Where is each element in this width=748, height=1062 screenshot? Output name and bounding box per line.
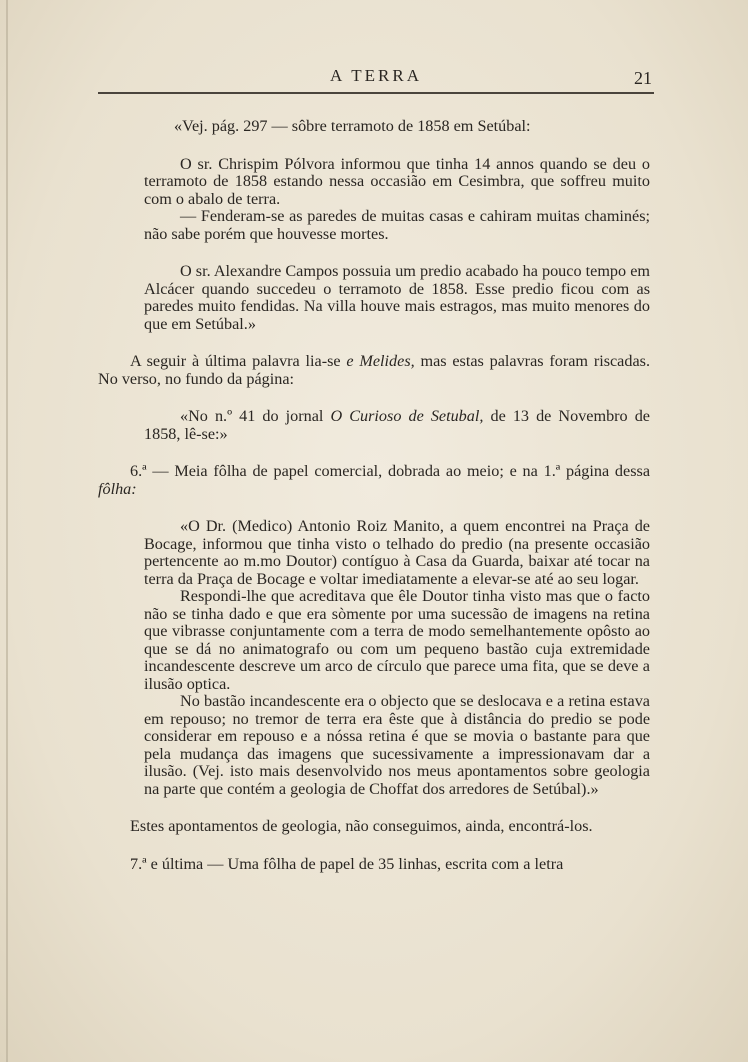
italic-text: fôlha: [98,479,137,498]
quote-paragraph: — Fenderam-se as paredes de muitas casas e cahiram muitas chaminés; não sabe porém que houvesse mortes. [144,207,650,243]
body-paragraph: Estes apontamentos de geologia, não conseguimos, ainda, encontrá-los. [130,817,593,835]
body-paragraph: 7.ª e última — Uma fôlha de papel de 35 linhas, escrita com a letra [130,854,564,873]
quote-paragraph [98,408,650,443]
page-body [98,118,650,873]
page-edge [6,0,8,1062]
text-run: de 13 de Novembro de 1858, lê-se:» [144,407,650,443]
quote-paragraph: «O Dr. (Medico) Antonio Roiz Manito, a quem encontrei na Praça de Bocage, informou que tinha visto o telhado do predio (na presente occasião pertencente ao m.mo Doutor) contíguo à Casa da Guarda, baixar até tocar na terra da Praça de Bocage e voltar imediatamente a elevar-se até ao seu logar. [144,517,650,588]
running-head: A TERRA [329,66,422,85]
body-paragraph [98,463,650,498]
italic-text: O Curioso de Setubal, [330,407,484,425]
italic-text: e Melides, [346,352,415,370]
page-header [98,62,654,92]
header-rule [98,92,654,94]
page-number: 21 [634,68,652,88]
quote-paragraph: No bastão incandescente era o objecto que se deslocava e a retina estava em repouso; no tremor de terra era êste que à distância do predio se pode considerar em repouso e a nóssa retina é que se movia o bastante para que pela mudança das imagens que sucessivamente a impressionavam dar a ilusão. (Vej. isto mais desenvolvido nos meus apontamentos sobre geologia na parte que contém a geologia de Choffat dos arredores de Setúbal).» [144,692,650,798]
text-run: A seguir à última palavra lia-se [130,352,347,370]
quote-paragraph: O sr. Alexandre Campos possuia um predio acabado ha pouco tempo em Alcácer quando succedeu o terramoto de 1858. Esse predio ficou com as paredes muito fendidas. Na villa houve mais estragos, mas muito menores do que em Setúbal.» [144,262,650,333]
quote-intro: «Vej. pág. 297 — sôbre terramoto de 1858 em Setúbal: [174,117,531,135]
quote-paragraph: O sr. Chrispim Pólvora informou que tinha 14 annos quando se deu o terramoto de 1858 estando nessa occasião em Cesimbra, que soffreu muito com o abalo de terra. [144,154,650,208]
text-run: mas estas palavras foram riscadas. No verso, no fundo da página: [98,352,650,388]
body-paragraph [98,353,650,388]
text-run: 6.ª — Meia fôlha de papel comercial, dobrada ao meio; e na 1.ª página dessa [130,462,650,480]
text-run: «No n.º 41 do jornal [180,407,331,425]
quote-paragraph: Respondi-lhe que acreditava que êle Doutor tinha visto mas que o facto não se tinha dado e que era sòmente por uma sucessão de imagens na retina que vibrasse conjuntamente com a terra de modo semelhantemente opôsto ao que se dá no animatografo ou com um pequeno bastão cuja extremidade incandescente descreve um arco de círculo que parece uma fita, que se deve a ilusão optica. [144,587,650,693]
